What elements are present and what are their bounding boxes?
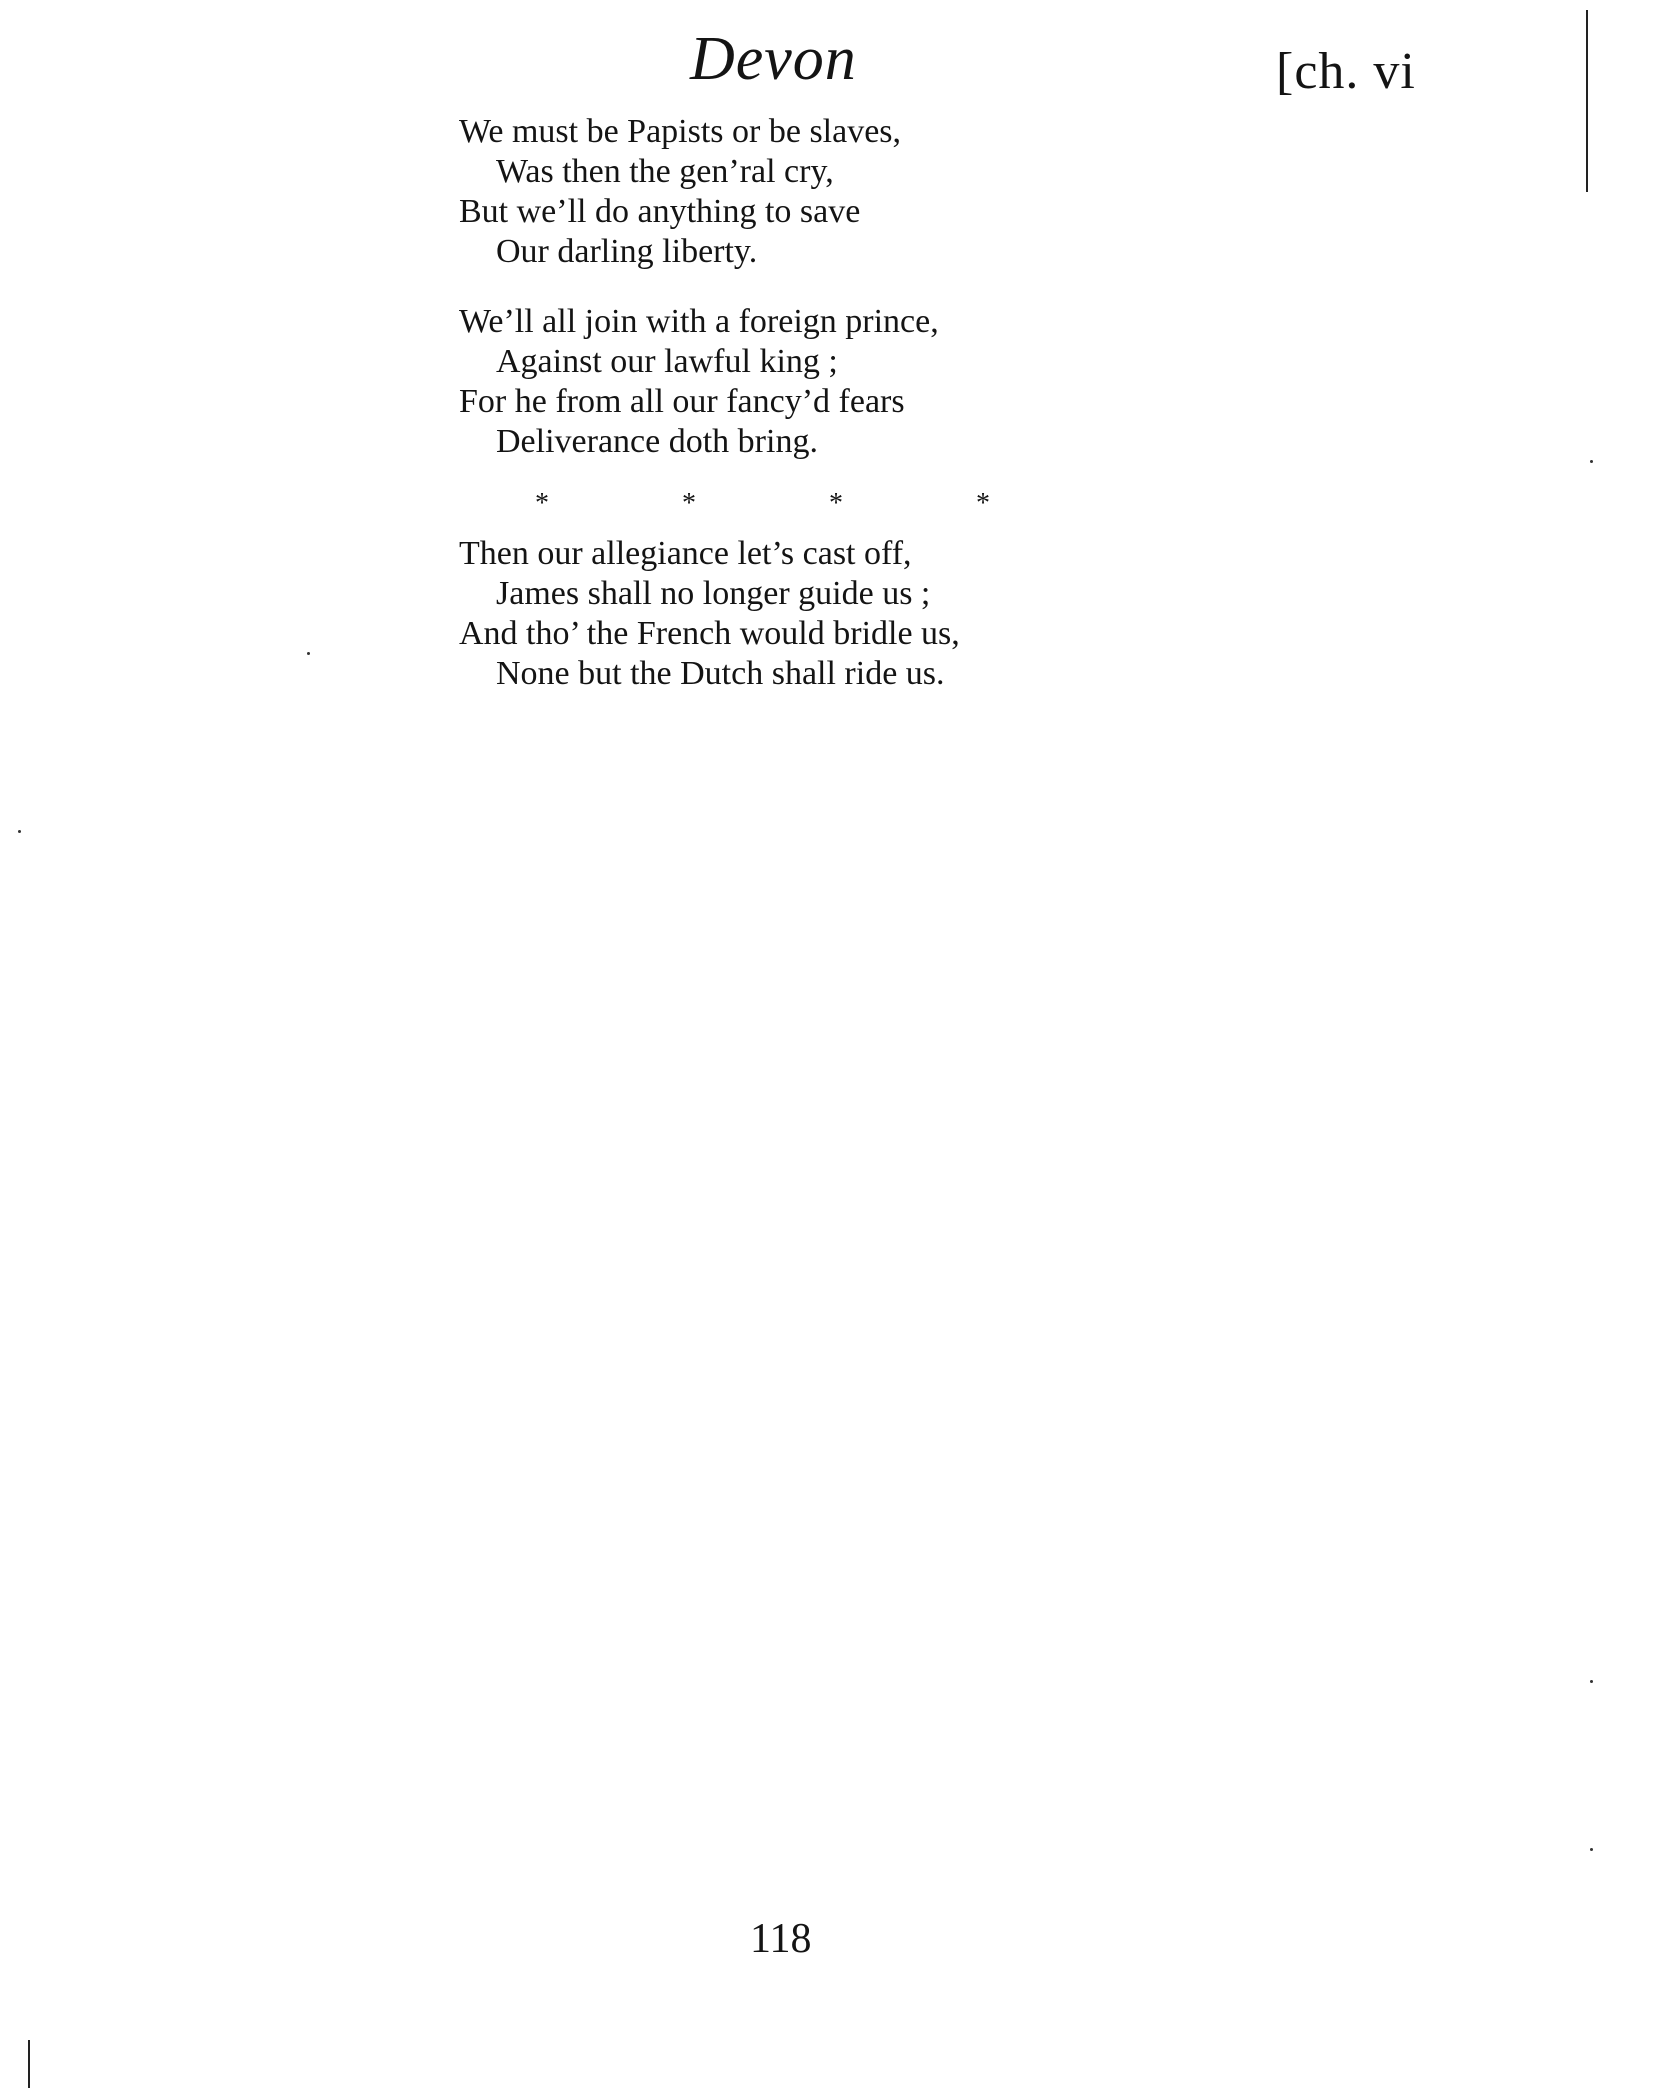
page-number: 118 bbox=[750, 1916, 812, 1962]
poem-line: For he from all our fancy’d fears bbox=[459, 383, 905, 420]
scan-speck bbox=[1590, 1680, 1593, 1683]
poem-line: James shall no longer guide us ; bbox=[496, 575, 931, 612]
scan-edge-mark bbox=[1586, 10, 1588, 192]
poem-line: We’ll all join with a foreign prince, bbox=[459, 303, 939, 340]
poem-line: Deliverance doth bring. bbox=[496, 423, 818, 460]
stanza-2 bbox=[459, 302, 990, 462]
scan-speck bbox=[1590, 460, 1593, 463]
asterism-separator bbox=[459, 484, 990, 524]
running-title: Devon bbox=[690, 25, 857, 93]
poem-line: We must be Papists or be slaves, bbox=[459, 113, 902, 150]
poem bbox=[459, 112, 990, 724]
stanza-3 bbox=[459, 534, 990, 694]
asterisk: * bbox=[535, 488, 549, 519]
asterisk: * bbox=[682, 488, 696, 519]
poem-line: Was then the gen’ral cry, bbox=[496, 153, 834, 190]
poem-line: Then our allegiance let’s cast off, bbox=[459, 535, 912, 572]
poem-line: None but the Dutch shall ride us. bbox=[496, 655, 945, 692]
poem-line: Against our lawful king ; bbox=[496, 343, 838, 380]
scan-speck bbox=[1590, 1848, 1593, 1851]
asterisk: * bbox=[829, 488, 843, 519]
poem-line: And tho’ the French would bridle us, bbox=[459, 615, 960, 652]
chapter-reference: [ch. vi bbox=[1276, 43, 1416, 100]
asterisk: * bbox=[976, 488, 990, 519]
poem-line: But we’ll do anything to save bbox=[459, 193, 861, 230]
poem-line: Our darling liberty. bbox=[496, 233, 758, 270]
stanza-1 bbox=[459, 112, 990, 272]
scan-speck bbox=[307, 652, 310, 655]
scan-edge-mark bbox=[28, 2040, 30, 2088]
scan-speck bbox=[18, 830, 21, 833]
